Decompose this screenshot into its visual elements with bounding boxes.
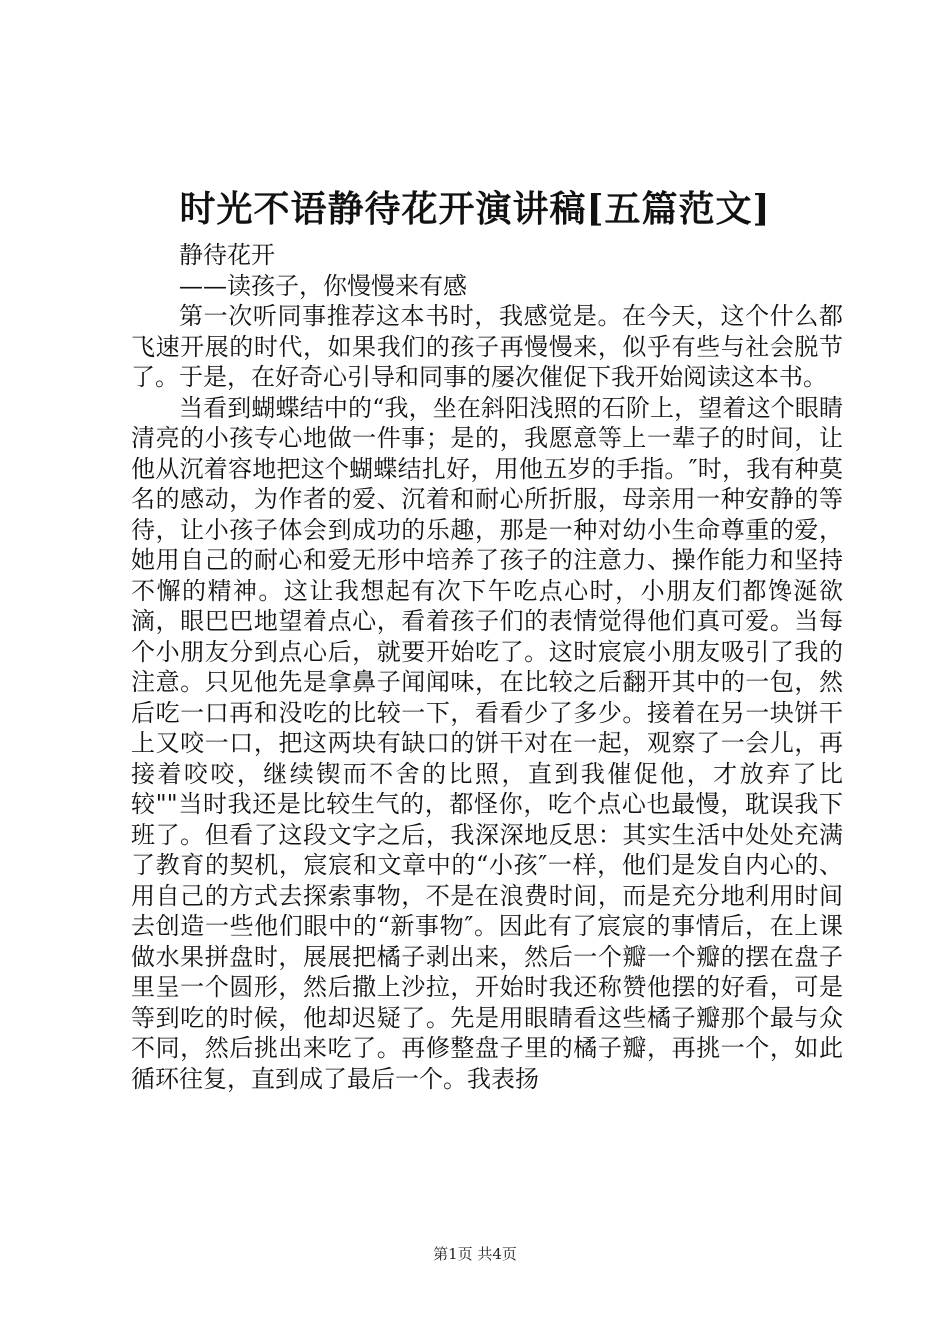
document-body xyxy=(131,240,843,1094)
paragraph-subtitle: 静待花开 xyxy=(179,241,275,269)
document-title: 时光不语静待花开演讲稿[五篇范文] xyxy=(179,188,771,230)
paragraph: 第一次听同事推荐这本书时，我感觉是。在今天，这个什么都飞速开展的时代，如果我们的孩子再慢慢来，似乎有些与社会脱节了。于是，在好奇心引导和同事的屡次催促下我开始阅读这本书。 xyxy=(131,302,843,391)
paragraph: 当看到蝴蝶结中的“我，坐在斜阳浅照的石阶上，望着这个眼睛清亮的小孩专心地做一件事；是的，我愿意等上一辈子的时间，让他从沉着容地把这个蝴蝶结扎好，用他五岁的手指。″时，我有种莫名的感动，为作者的爱、沉着和耐心所折服，母亲用一种安静的等待，让小孩子体会到成功的乐趣，那是一种对幼小生命尊重的爱，她用自己的耐心和爱无形中培养了孩子的注意力、操作能力和坚持不懈的精神。这让我想起有次下午吃点心时，小朋友们都馋涎欲滴，眼巴巴地望着点心，看着孩子们的表情觉得他们真可爱。当每个小朋友分到点心后，就要开始吃了。这时宸宸小朋友吸引了我的注意。只见他先是拿鼻子闻闻味，在比较之后翻开其中的一包，然后吃一口再和没吃的比较一下，看看少了多少。接着在另一块饼干上又咬一口，把这两块有缺口的饼干对在一起，观察了一会儿，再接着咬咬，继续锲而不舍的比照，直到我催促他，才放弃了比较""当时我还是比较生气的，都怪你，吃个点心也最慢，耽误我下班了。但看了这段文字之后，我深深地反思：其实生活中处处充满了教育的契机，宸宸和文章中的“小孩″一样，他们是发自内心的、用自己的方式去探索事物，不是在浪费时间，而是充分地利用时间去创造一些他们眼中的“新事物″。因此有了宸宸的事情后，在上课做水果拼盘时，展展把橘子剥出来，然后一个瓣一个瓣的摆在盘子里呈一个圆形，然后撒上沙拉，开始时我还称赞他摆的好看，可是等到吃的时候，他却迟疑了。先是用眼睛看这些橘子瓣那个最与众不同，然后挑出来吃了。再修整盘子里的橘子瓣，再挑一个，如此循环往复，直到成了最后一个。我表扬 xyxy=(131,393,843,1093)
paragraph-byline: ——读孩子，你慢慢来有感 xyxy=(179,271,467,300)
page-number: 第1页 共4页 xyxy=(433,1245,517,1263)
